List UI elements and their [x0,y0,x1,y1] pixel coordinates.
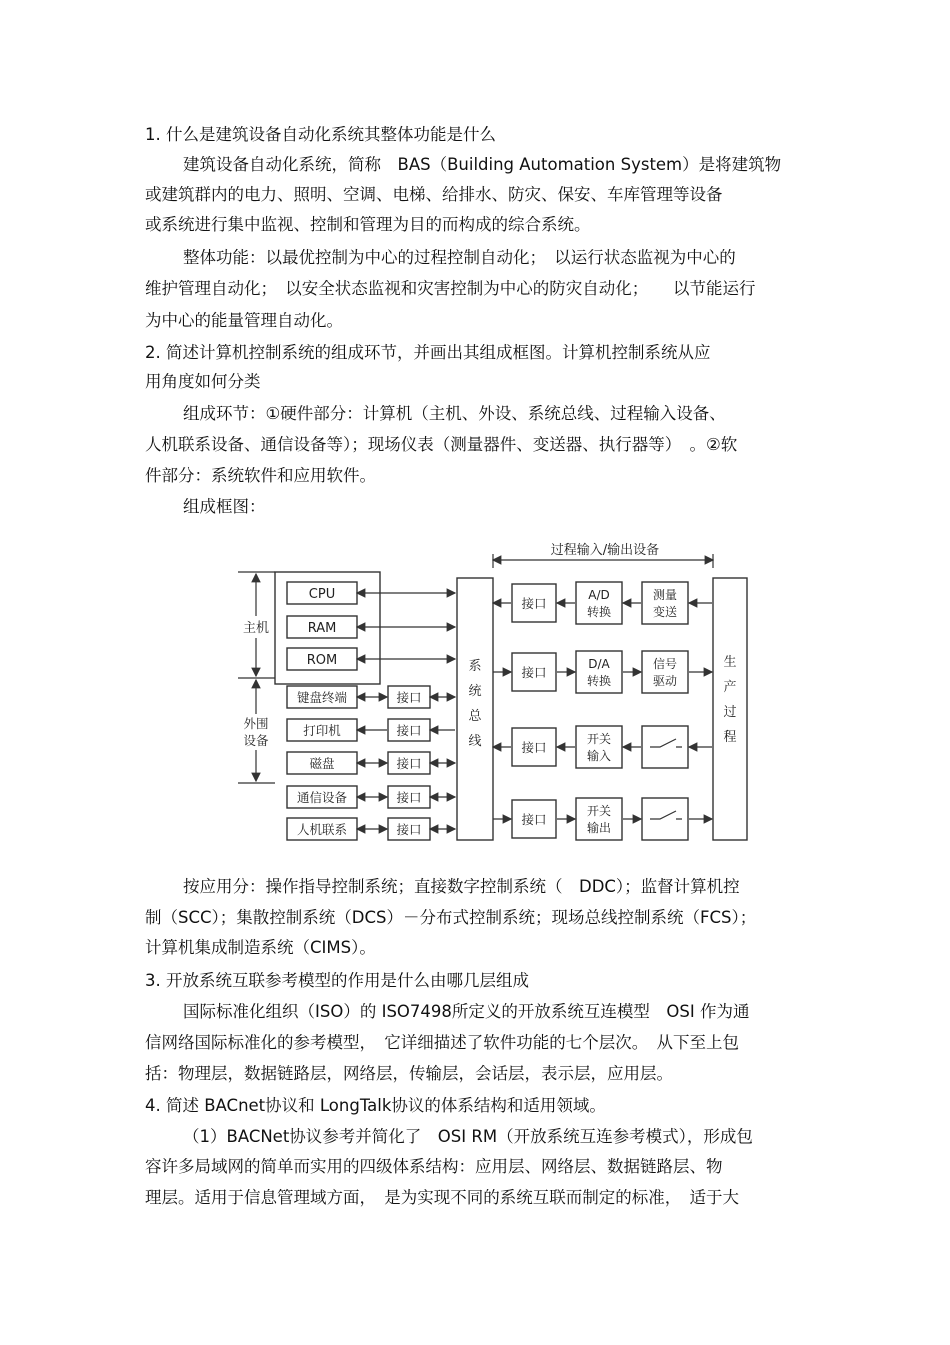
interface-box: 接口 [396,822,422,837]
bus-char-3: 总 [468,709,482,724]
text-line: 件部分：系统软件和应用软件。 [145,466,376,485]
io-interfaces [512,584,556,838]
process-char-4: 程 [723,730,737,745]
process-char-3: 过 [723,705,737,720]
text-line: 或建筑群内的电力、照明、空调、电梯、给排水、防灾、保安、车库管理等设备 [145,185,723,204]
measure-line-1: 测量 [652,588,678,602]
switch-in-line-2: 输入 [586,749,612,763]
text-line: 制（SCC）；集散控制系统（DCS）－分布式控制系统；现场总线控制系统（FCS）； [145,908,757,927]
switch-in-line-1: 开关 [586,732,612,746]
signal-line-2: 驱动 [652,674,678,688]
disk-box: 磁盘 [309,756,335,771]
host-label: 主机 [242,621,270,636]
text-line: 维护管理自动化； 以安全状态监视和灾害控制为中心的防灾自动化； 以节能运行 [145,279,756,298]
interface-box: 接口 [521,812,547,827]
peripheral-label-bottom: 设备 [243,733,269,748]
peripheral-interfaces [388,686,430,840]
text-line: 1. 什么是建筑设备自动化系统其整体功能是什么 [145,125,496,144]
ram-box: RAM [307,621,337,636]
computer-control-system-block-diagram [230,538,750,843]
interface-box: 接口 [521,740,547,755]
ad-line-1: A/D [588,588,610,602]
keyboard-box: 键盘终端 [296,690,348,705]
text-line: 括：物理层，数据链路层，网络层，传输层，会话层，表示层，应用层。 [145,1064,673,1083]
signal-line-1: 信号 [652,657,678,671]
text-line: 2. 简述计算机控制系统的组成环节，并画出其组成框图。计算机控制系统从应 [145,343,711,362]
text-line: 为中心的能量管理自动化。 [145,311,343,330]
interface-box: 接口 [396,723,422,738]
interface-box: 接口 [521,596,547,611]
bus-char-4: 线 [468,734,482,749]
bus-char-1: 系 [468,659,482,674]
text-line: 组成框图： [183,497,266,516]
text-line: 组成环节：①硬件部分：计算机（主机、外设、系统总线、过程输入设备、 [183,404,726,423]
cpu-box: CPU [308,587,336,602]
interface-box: 接口 [396,690,422,705]
measure-line-2: 变送 [652,605,678,619]
text-line: 用角度如何分类 [145,372,261,391]
text-line: 3. 开放系统互联参考模型的作用是什么由哪几层组成 [145,971,529,990]
ad-line-2: 转换 [586,605,612,619]
peripheral-label-top: 外围 [243,716,269,731]
interface-box: 接口 [396,756,422,771]
rom-box: ROM [306,653,338,668]
switch-out-line-2: 输出 [586,821,612,835]
text-line: 国际标准化组织（ISO）的 ISO7498所定义的开放系统互连模型 OSI 作为通 [183,1002,750,1021]
interface-box: 接口 [521,665,547,680]
comm-box: 通信设备 [296,790,348,805]
text-line: 容许多局域网的简单而实用的四级体系结构：应用层、网络层、数据链路层、物 [145,1157,723,1176]
process-char-2: 产 [723,680,737,695]
interface-box: 接口 [396,790,422,805]
text-line: 或系统进行集中监视、控制和管理为目的而构成的综合系统。 [145,215,591,234]
da-line-1: D/A [588,657,610,671]
da-line-2: 转换 [586,674,612,688]
process-char-1: 生 [723,655,737,670]
io-devices-label: 过程输入/输出设备 [550,543,660,558]
text-line: 按应用分：操作指导控制系统；直接数字控制系统（ DDC）；监督计算机控 [183,877,740,896]
text-line: 整体功能：以最优控制为中心的过程控制自动化； 以运行状态监视为中心的 [183,248,736,267]
text-line: 信网络国际标准化的参考模型， 它详细描述了软件功能的七个层次。 从下至上包 [145,1033,739,1052]
bus-char-2: 统 [468,684,482,699]
switch-out-line-1: 开关 [586,804,612,818]
text-line: 4. 简述 BACnet协议和 LongTalk协议的体系结构和适用领域。 [145,1096,606,1115]
hmi-box: 人机联系 [296,822,348,837]
text-line: （1）BACNet协议参考并简化了 OSI RM（开放系统互连参考模式），形成包 [183,1127,753,1146]
printer-box: 打印机 [303,723,341,738]
text-line: 计算机集成制造系统（CIMS）。 [145,938,376,957]
text-line: 人机联系设备、通信设备等）；现场仪表（测量器件、变送器、执行器等） 。②软 [145,435,738,454]
text-line: 理层。适用于信息管理域方面， 是为实现不同的系统互联而制定的标准， 适于大 [145,1188,739,1207]
text-line: 建筑设备自动化系统，简称 BAS（Building Automation System）是将建筑物 [183,155,782,174]
